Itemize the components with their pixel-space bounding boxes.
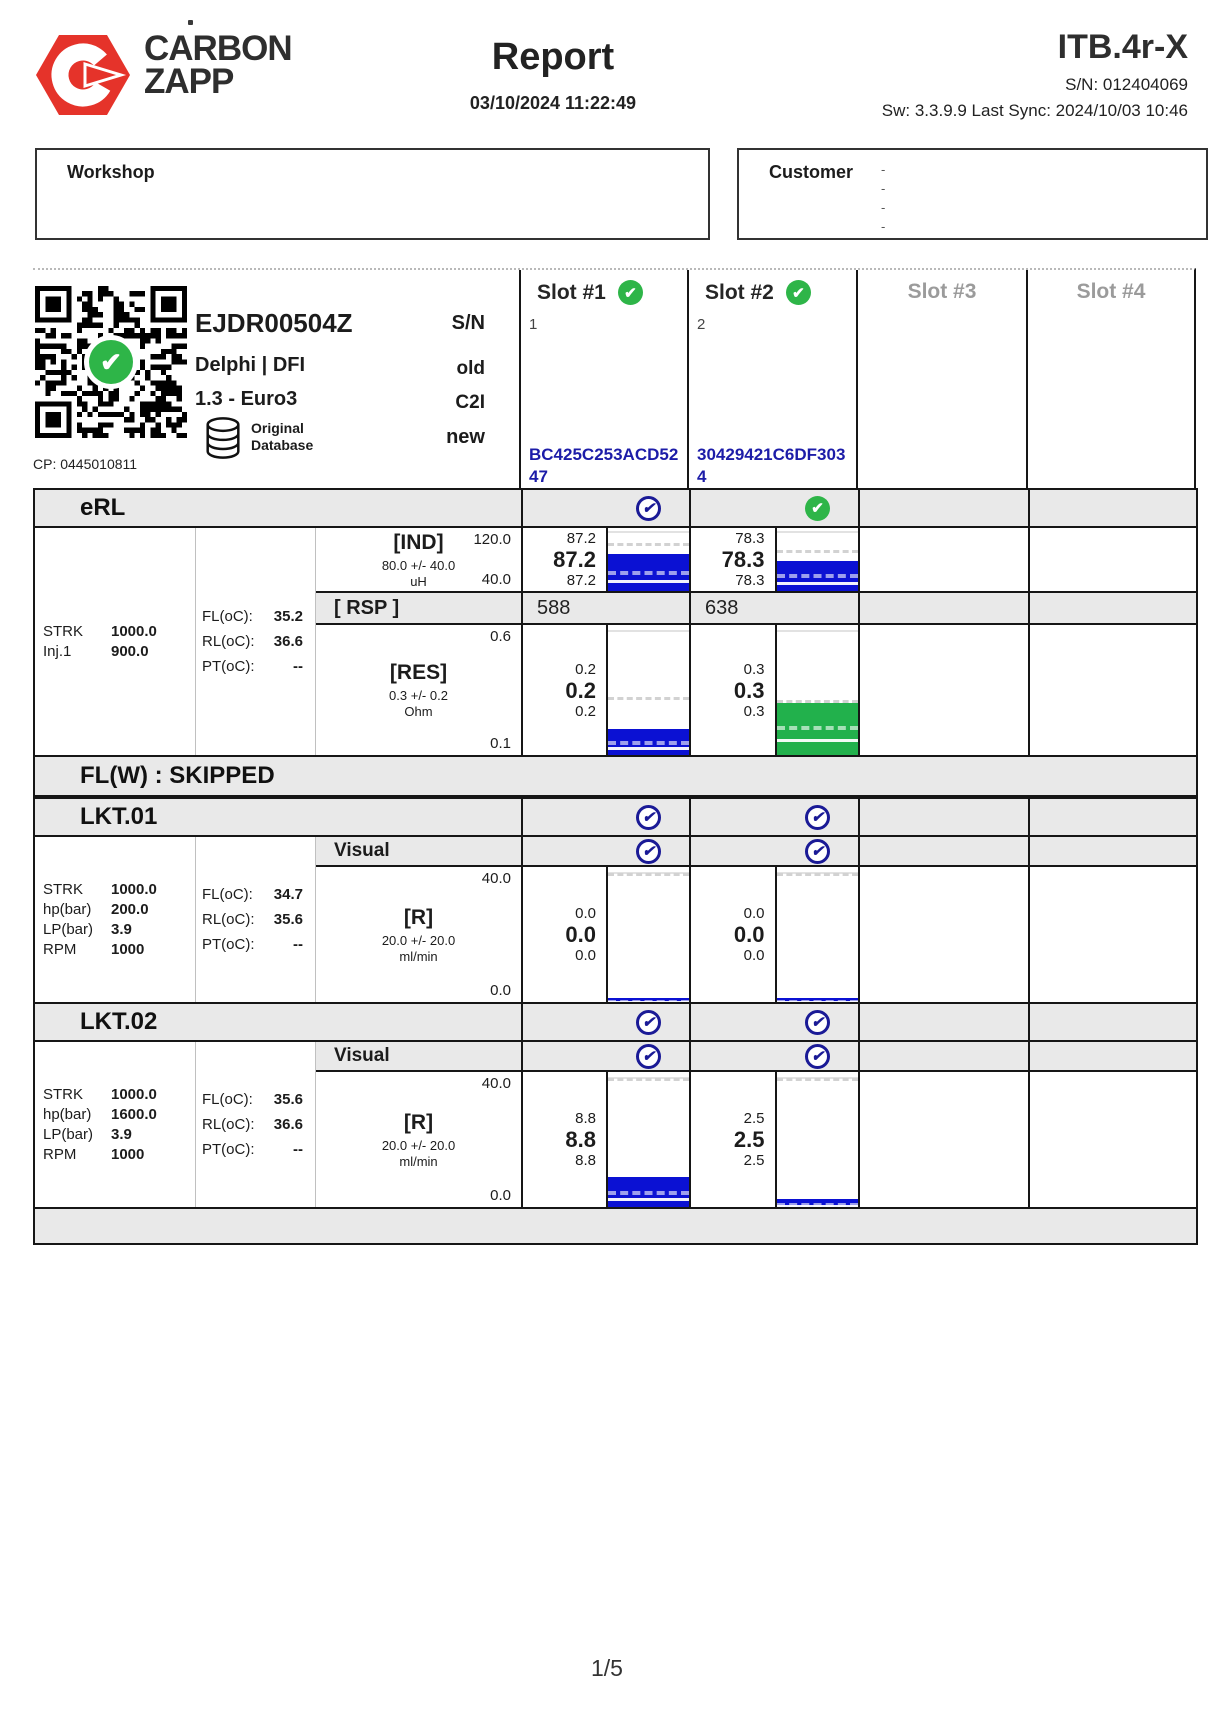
ind-slot1-gauge: 87.2 87.2 87.2	[521, 528, 689, 591]
qr-check-icon: ✔	[89, 340, 133, 384]
injector-code: EJDR00504Z	[195, 308, 353, 338]
lkt02-r-scale-top: 40.0	[481, 1075, 511, 1092]
res-scale-top: 0.6	[490, 628, 511, 645]
label-c2i: C2I	[455, 392, 485, 413]
lkt01-visual-label: Visual	[334, 840, 390, 861]
workshop-label: Workshop	[67, 162, 155, 182]
lkt01-visual-slot2-check-icon: ✔	[805, 839, 830, 864]
section-lkt01-header	[35, 797, 1196, 837]
qr-code	[35, 286, 187, 438]
section-erl-body	[35, 528, 1196, 755]
lkt01-r-slot2-bar	[775, 867, 859, 1002]
ind-slot2-gauge: 78.3 78.3 78.3	[689, 528, 858, 591]
lkt01-r-scale-top: 40.0	[481, 870, 511, 887]
lkt01-visual-slot1-check-icon: ✔	[636, 839, 661, 864]
injector-euro: 1.3 - Euro3	[195, 388, 298, 410]
lkt02-r-measure-panel: [R] 20.0 +/- 20.0 ml/min 40.0 0.0	[381, 1075, 511, 1204]
device-serial: S/N: 012404069	[1065, 75, 1188, 94]
lkt02-params: STRK 1000.0 hp(bar) 1600.0 LP(bar) 3.9 RPM 1000	[35, 1042, 196, 1207]
lkt02-visual-label: Visual	[334, 1045, 390, 1066]
customer-placeholder-dashes: - - - -	[881, 162, 886, 234]
rsp-slot1-value: 588	[521, 593, 689, 623]
res-scale-bottom: 0.1	[490, 735, 511, 752]
res-slot1-gauge: 0.2 0.2 0.2	[521, 625, 689, 755]
ind-slot1-bar	[606, 528, 689, 591]
res-slot1-bar	[606, 625, 689, 755]
slot-1-serial: BC425C253ACD5247	[529, 445, 679, 486]
lkt02-r-slot2-gauge: 2.5 2.5 2.5	[689, 1072, 858, 1207]
lkt01-r-measure-panel: [R] 20.0 +/- 20.0 ml/min 40.0 0.0	[381, 870, 511, 999]
lkt01-r-slot1-bar	[606, 867, 689, 1002]
erl-temps: FL(oC): 35.2 RL(oC): 36.6 PT(oC): --	[196, 528, 316, 755]
section-erl-header	[35, 488, 1196, 528]
lkt01-slot2-check-icon: ✔	[805, 805, 830, 830]
res-slot2-gauge: 0.3 0.3 0.3	[689, 625, 858, 755]
label-sn: S/N	[451, 312, 485, 334]
ind-scale-bottom: 40.0	[481, 571, 511, 588]
lkt01-temps: FL(oC): 34.7 RL(oC): 35.6 PT(oC): --	[196, 837, 316, 1002]
lkt01-slot1-check-icon: ✔	[636, 805, 661, 830]
database-label: Original Database	[251, 420, 314, 453]
section-lkt02-body	[35, 1042, 1196, 1207]
slot-2-label: Slot #2	[705, 280, 774, 304]
erl-res-row	[316, 625, 1196, 755]
lkt02-r-slot1-gauge: 8.8 8.8 8.8	[521, 1072, 689, 1207]
res-measure-panel: [RES] 0.3 +/- 0.2 Ohm 0.6 0.1	[389, 628, 511, 752]
lkt02-title: LKT.02	[80, 1008, 158, 1035]
lkt01-r-row	[316, 867, 1196, 1002]
workshop-box	[35, 148, 710, 240]
erl-slot1-check-icon: ✔	[636, 496, 661, 521]
rsp-slot2-value: 638	[689, 593, 858, 623]
erl-slot2-check-icon: ✔	[805, 496, 830, 521]
injector-slots-header	[33, 268, 1196, 490]
lkt01-visual-row	[316, 837, 1196, 867]
slot-4-label: Slot #4	[1076, 280, 1146, 303]
lkt02-visual-slot2-check-icon: ✔	[805, 1044, 830, 1069]
erl-title: eRL	[80, 494, 126, 521]
injector-maker: Delphi | DFI	[195, 354, 306, 376]
section-lkt01-body	[35, 837, 1196, 1002]
flw-title: FL(W) : SKIPPED	[80, 762, 275, 789]
lkt01-r-scale-bottom: 0.0	[490, 982, 511, 999]
results-table	[33, 488, 1198, 1245]
customer-label: Customer	[769, 162, 854, 182]
device-sync-info: Sw: 3.3.9.9 Last Sync: 2024/10/03 10:46	[881, 101, 1188, 120]
slot-1-number: 1	[529, 316, 538, 333]
lkt02-r-scale-bottom: 0.0	[490, 1187, 511, 1204]
section-lkt02-header	[35, 1002, 1196, 1042]
cp-number: CP: 0445010811	[33, 456, 138, 472]
slot-3-header	[856, 270, 1026, 490]
logo-trademark-dot	[188, 20, 193, 25]
brand-line2: ZAPP	[144, 62, 234, 101]
lkt02-r-row	[316, 1072, 1196, 1207]
customer-box	[737, 148, 1208, 240]
erl-params: STRK 1000.0 Inj.1 900.0	[35, 528, 196, 755]
lkt01-r-slot2-gauge: 0.0 0.0 0.0	[689, 867, 858, 1002]
slot-2-header	[687, 270, 856, 490]
ind-slot2-bar	[775, 528, 859, 591]
slot-1-header	[519, 270, 687, 490]
slot-2-serial: 30429421C6DF3034	[697, 445, 846, 486]
page-title: Report	[491, 36, 615, 78]
lkt02-visual-row	[316, 1042, 1196, 1072]
erl-ind-row	[316, 528, 1196, 593]
injector-info	[33, 270, 519, 490]
section-flw-header	[35, 755, 1196, 797]
lkt01-title: LKT.01	[80, 803, 158, 830]
page-number: 1/5	[591, 1655, 623, 1681]
lkt02-slot2-check-icon: ✔	[805, 1010, 830, 1035]
lkt02-temps: FL(oC): 35.6 RL(oC): 36.6 PT(oC): --	[196, 1042, 316, 1207]
slot-2-check-icon: ✔	[786, 280, 811, 305]
erl-rsp-row	[316, 593, 1196, 625]
lkt02-r-slot2-bar	[775, 1072, 859, 1207]
lkt01-params: STRK 1000.0 hp(bar) 200.0 LP(bar) 3.9 RPM 1000	[35, 837, 196, 1002]
label-new: new	[446, 426, 485, 448]
lkt02-r-slot1-bar	[606, 1072, 689, 1207]
slot-2-number: 2	[697, 316, 706, 333]
lkt02-slot1-check-icon: ✔	[636, 1010, 661, 1035]
slot-4-header	[1026, 270, 1194, 490]
report-datetime: 03/10/2024 11:22:49	[469, 93, 637, 113]
rsp-label: [ RSP ]	[334, 596, 400, 619]
ind-scale-top: 120.0	[473, 531, 511, 548]
brand-line1: CARBON	[144, 29, 292, 68]
label-old: old	[456, 358, 485, 379]
slot-3-label: Slot #3	[907, 280, 977, 303]
res-slot2-bar	[775, 625, 859, 755]
lkt01-r-slot1-gauge: 0.0 0.0 0.0	[521, 867, 689, 1002]
empty-section-strip	[35, 1207, 1196, 1245]
device-name: ITB.4r-X	[1057, 28, 1188, 66]
ind-measure-panel: [IND] 80.0 +/- 40.0 uH 120.0 40.0	[381, 530, 511, 589]
database-icon	[203, 416, 243, 460]
slot-1-check-icon: ✔	[618, 280, 643, 305]
lkt02-visual-slot1-check-icon: ✔	[636, 1044, 661, 1069]
slot-1-label: Slot #1	[537, 280, 606, 304]
